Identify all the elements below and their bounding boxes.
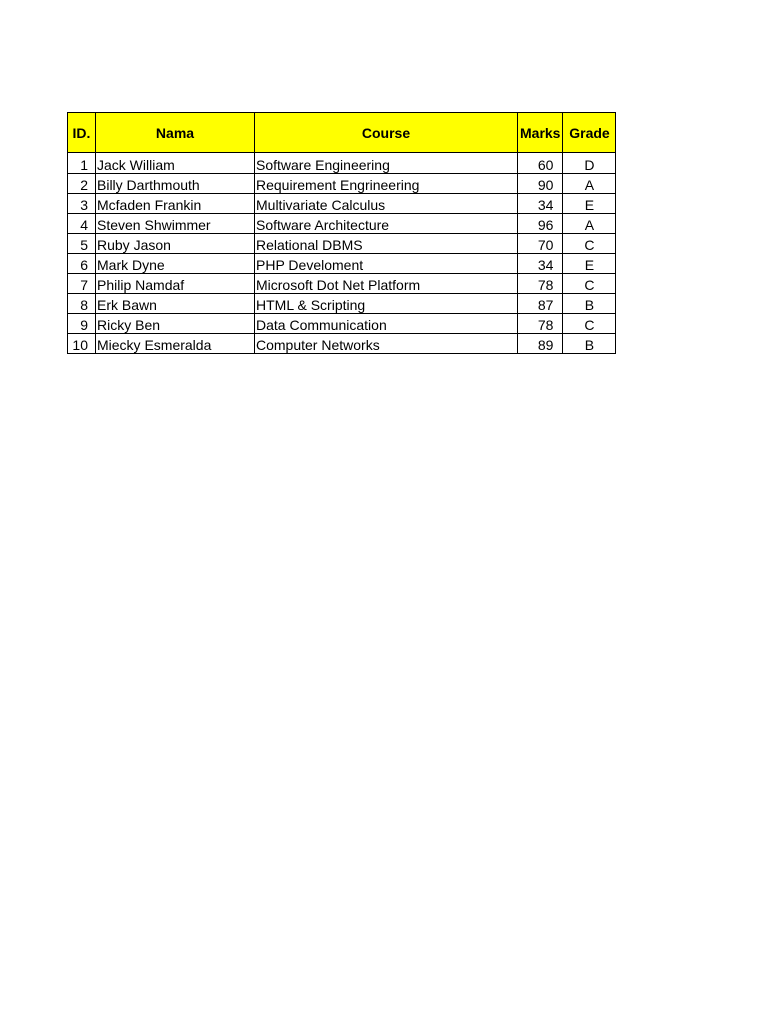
cell-course: Computer Networks xyxy=(255,334,518,354)
cell-marks: 78 xyxy=(518,274,563,294)
cell-nama: Ricky Ben xyxy=(96,314,255,334)
cell-id: 10 xyxy=(68,334,96,354)
cell-course: PHP Develoment xyxy=(255,254,518,274)
cell-marks: 89 xyxy=(518,334,563,354)
cell-course: Multivariate Calculus xyxy=(255,194,518,214)
cell-id: 5 xyxy=(68,234,96,254)
cell-id: 6 xyxy=(68,254,96,274)
cell-id: 2 xyxy=(68,174,96,194)
header-row xyxy=(68,113,616,153)
cell-marks: 70 xyxy=(518,234,563,254)
cell-id: 4 xyxy=(68,214,96,234)
cell-id: 3 xyxy=(68,194,96,214)
cell-grade: C xyxy=(563,234,616,254)
cell-grade: B xyxy=(563,294,616,314)
header-nama: Nama xyxy=(96,113,255,153)
cell-id: 1 xyxy=(68,153,96,174)
table-row xyxy=(68,194,616,214)
cell-grade: E xyxy=(563,254,616,274)
cell-id: 8 xyxy=(68,294,96,314)
cell-course: Software Engineering xyxy=(255,153,518,174)
table-row xyxy=(68,334,616,354)
cell-marks: 34 xyxy=(518,194,563,214)
cell-nama: Miecky Esmeralda xyxy=(96,334,255,354)
cell-grade: D xyxy=(563,153,616,174)
table-row xyxy=(68,234,616,254)
cell-nama: Mark Dyne xyxy=(96,254,255,274)
header-course: Course xyxy=(255,113,518,153)
cell-nama: Billy Darthmouth xyxy=(96,174,255,194)
cell-nama: Jack William xyxy=(96,153,255,174)
cell-nama: Steven Shwimmer xyxy=(96,214,255,234)
cell-course: Data Communication xyxy=(255,314,518,334)
table-row xyxy=(68,214,616,234)
cell-id: 7 xyxy=(68,274,96,294)
cell-course: Microsoft Dot Net Platform xyxy=(255,274,518,294)
cell-nama: Erk Bawn xyxy=(96,294,255,314)
cell-id: 9 xyxy=(68,314,96,334)
cell-course: HTML & Scripting xyxy=(255,294,518,314)
grades-table xyxy=(67,112,616,354)
table-row xyxy=(68,314,616,334)
cell-grade: B xyxy=(563,334,616,354)
table-row xyxy=(68,294,616,314)
cell-course: Relational DBMS xyxy=(255,234,518,254)
cell-grade: E xyxy=(563,194,616,214)
cell-grade: C xyxy=(563,274,616,294)
table-body xyxy=(68,153,616,354)
cell-course: Requirement Engrineering xyxy=(255,174,518,194)
cell-grade: A xyxy=(563,214,616,234)
table-row xyxy=(68,274,616,294)
cell-marks: 78 xyxy=(518,314,563,334)
table-header xyxy=(68,113,616,153)
header-marks: Marks xyxy=(518,113,563,153)
header-id: ID. xyxy=(68,113,96,153)
table-row xyxy=(68,153,616,174)
cell-nama: Ruby Jason xyxy=(96,234,255,254)
table-row xyxy=(68,174,616,194)
cell-marks: 34 xyxy=(518,254,563,274)
cell-marks: 96 xyxy=(518,214,563,234)
cell-nama: Mcfaden Frankin xyxy=(96,194,255,214)
header-grade: Grade xyxy=(563,113,616,153)
cell-grade: C xyxy=(563,314,616,334)
cell-course: Software Architecture xyxy=(255,214,518,234)
cell-nama: Philip Namdaf xyxy=(96,274,255,294)
cell-marks: 87 xyxy=(518,294,563,314)
table-row xyxy=(68,254,616,274)
cell-marks: 60 xyxy=(518,153,563,174)
cell-grade: A xyxy=(563,174,616,194)
cell-marks: 90 xyxy=(518,174,563,194)
